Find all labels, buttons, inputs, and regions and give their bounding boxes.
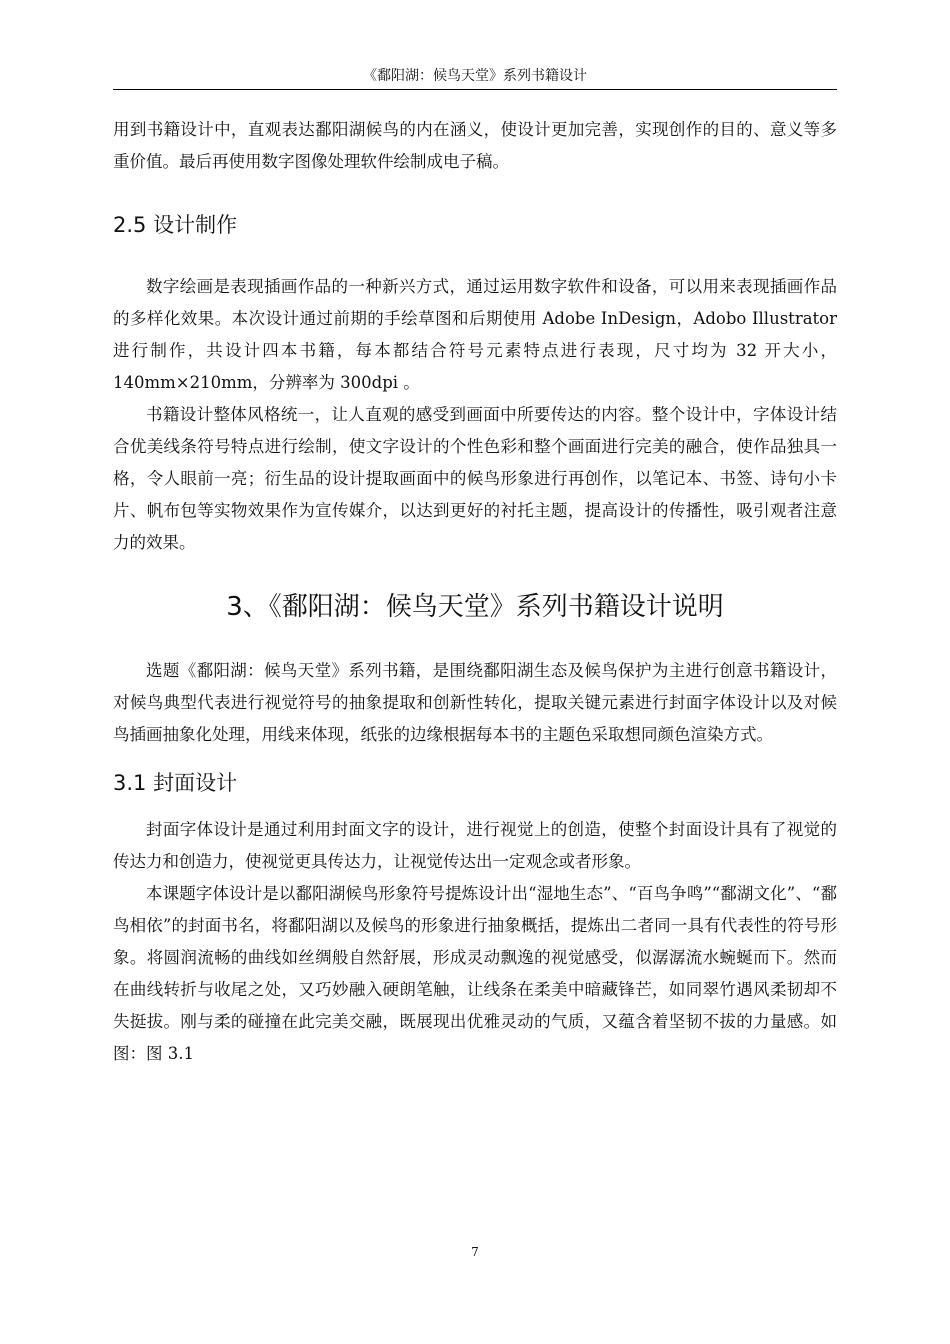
page-number: 7 — [471, 1245, 479, 1259]
header-divider — [113, 89, 837, 90]
chapter-heading-3: 3、《鄱阳湖：候鸟天堂》系列书籍设计说明 — [226, 592, 724, 622]
page-body — [113, 114, 837, 1070]
section-heading-3-1: 3.1 封面设计 — [113, 771, 238, 795]
running-header: 《鄱阳湖：候鸟天堂》系列书籍设计 — [363, 68, 587, 84]
body-paragraph: 书籍设计整体风格统一，让人直观的感受到画面中所要传达的内容。整个设计中，字体设计结合优美线条符号特点进行绘制，使文字设计的个性色彩和整个画面进行完美的融合，使作品独具一格，令人眼前一亮；衍生品的设计提取画面中的候鸟形象进行再创作，以笔记本、书签、诗句小卡片、帆布包等实物效果作为宣传媒介，以达到更好的衬托主题，提高设计的传播性，吸引观者注意力的效果。 — [113, 405, 837, 552]
body-paragraph: 选题《鄱阳湖：候鸟天堂》系列书籍，是围绕鄱阳湖生态及候鸟保护为主进行创意书籍设计，对候鸟典型代表进行视觉符号的抽象提取和创新性转化，提取关键元素进行封面字体设计以及对候鸟插画抽象化处理，用线来体现，纸张的边缘根据每本书的主题色采取想同颜色渲染方式。 — [113, 661, 837, 744]
continuation-paragraph: 用到书籍设计中，直观表达鄱阳湖候鸟的内在涵义，使设计更加完善，实现创作的目的、意义等多重价值。最后再使用数字图像处理软件绘制成电子稿。 — [113, 120, 837, 171]
body-paragraph: 封面字体设计是通过利用封面文字的设计，进行视觉上的创造，使整个封面设计具有了视觉的传达力和创造力，使视觉更具传达力，让视觉传达出一定观念或者形象。 — [113, 820, 837, 871]
body-paragraph: 本课题字体设计是以鄱阳湖候鸟形象符号提炼设计出“湿地生态”、“百鸟争鸣”“鄱湖文化”、“鄱鸟相依”的封面书名，将鄱阳湖以及候鸟的形象进行抽象概括，提炼出二者同一具有代表性的符号形象。将圆润流畅的曲线如丝绸般自然舒展，形成灵动飘逸的视觉感受，似潺潺流水蜿蜒而下。然而在曲线转折与收尾之处，又巧妙融入硬朗笔触，让线条在柔美中暗藏锋芒，如同翠竹遇风柔韧却不失挺拔。刚与柔的碰撞在此完美交融，既展现出优雅灵动的气质，又蕴含着坚韧不拔的力量感。如图：图 3.1 — [113, 884, 837, 1063]
body-paragraph: 数字绘画是表现插画作品的一种新兴方式，通过运用数字软件和设备，可以用来表现插画作品的多样化效果。本次设计通过前期的手绘草图和后期使用 Adobe InDesign，Adobo Illustrator 进行制作，共设计四本书籍，每本都结合符号元素特点进行表现，尺寸均为 32 开大小，140mm×210mm，分辨率为 300dpi 。 — [113, 277, 837, 392]
section-heading-2-5: 2.5 设计制作 — [113, 213, 238, 237]
